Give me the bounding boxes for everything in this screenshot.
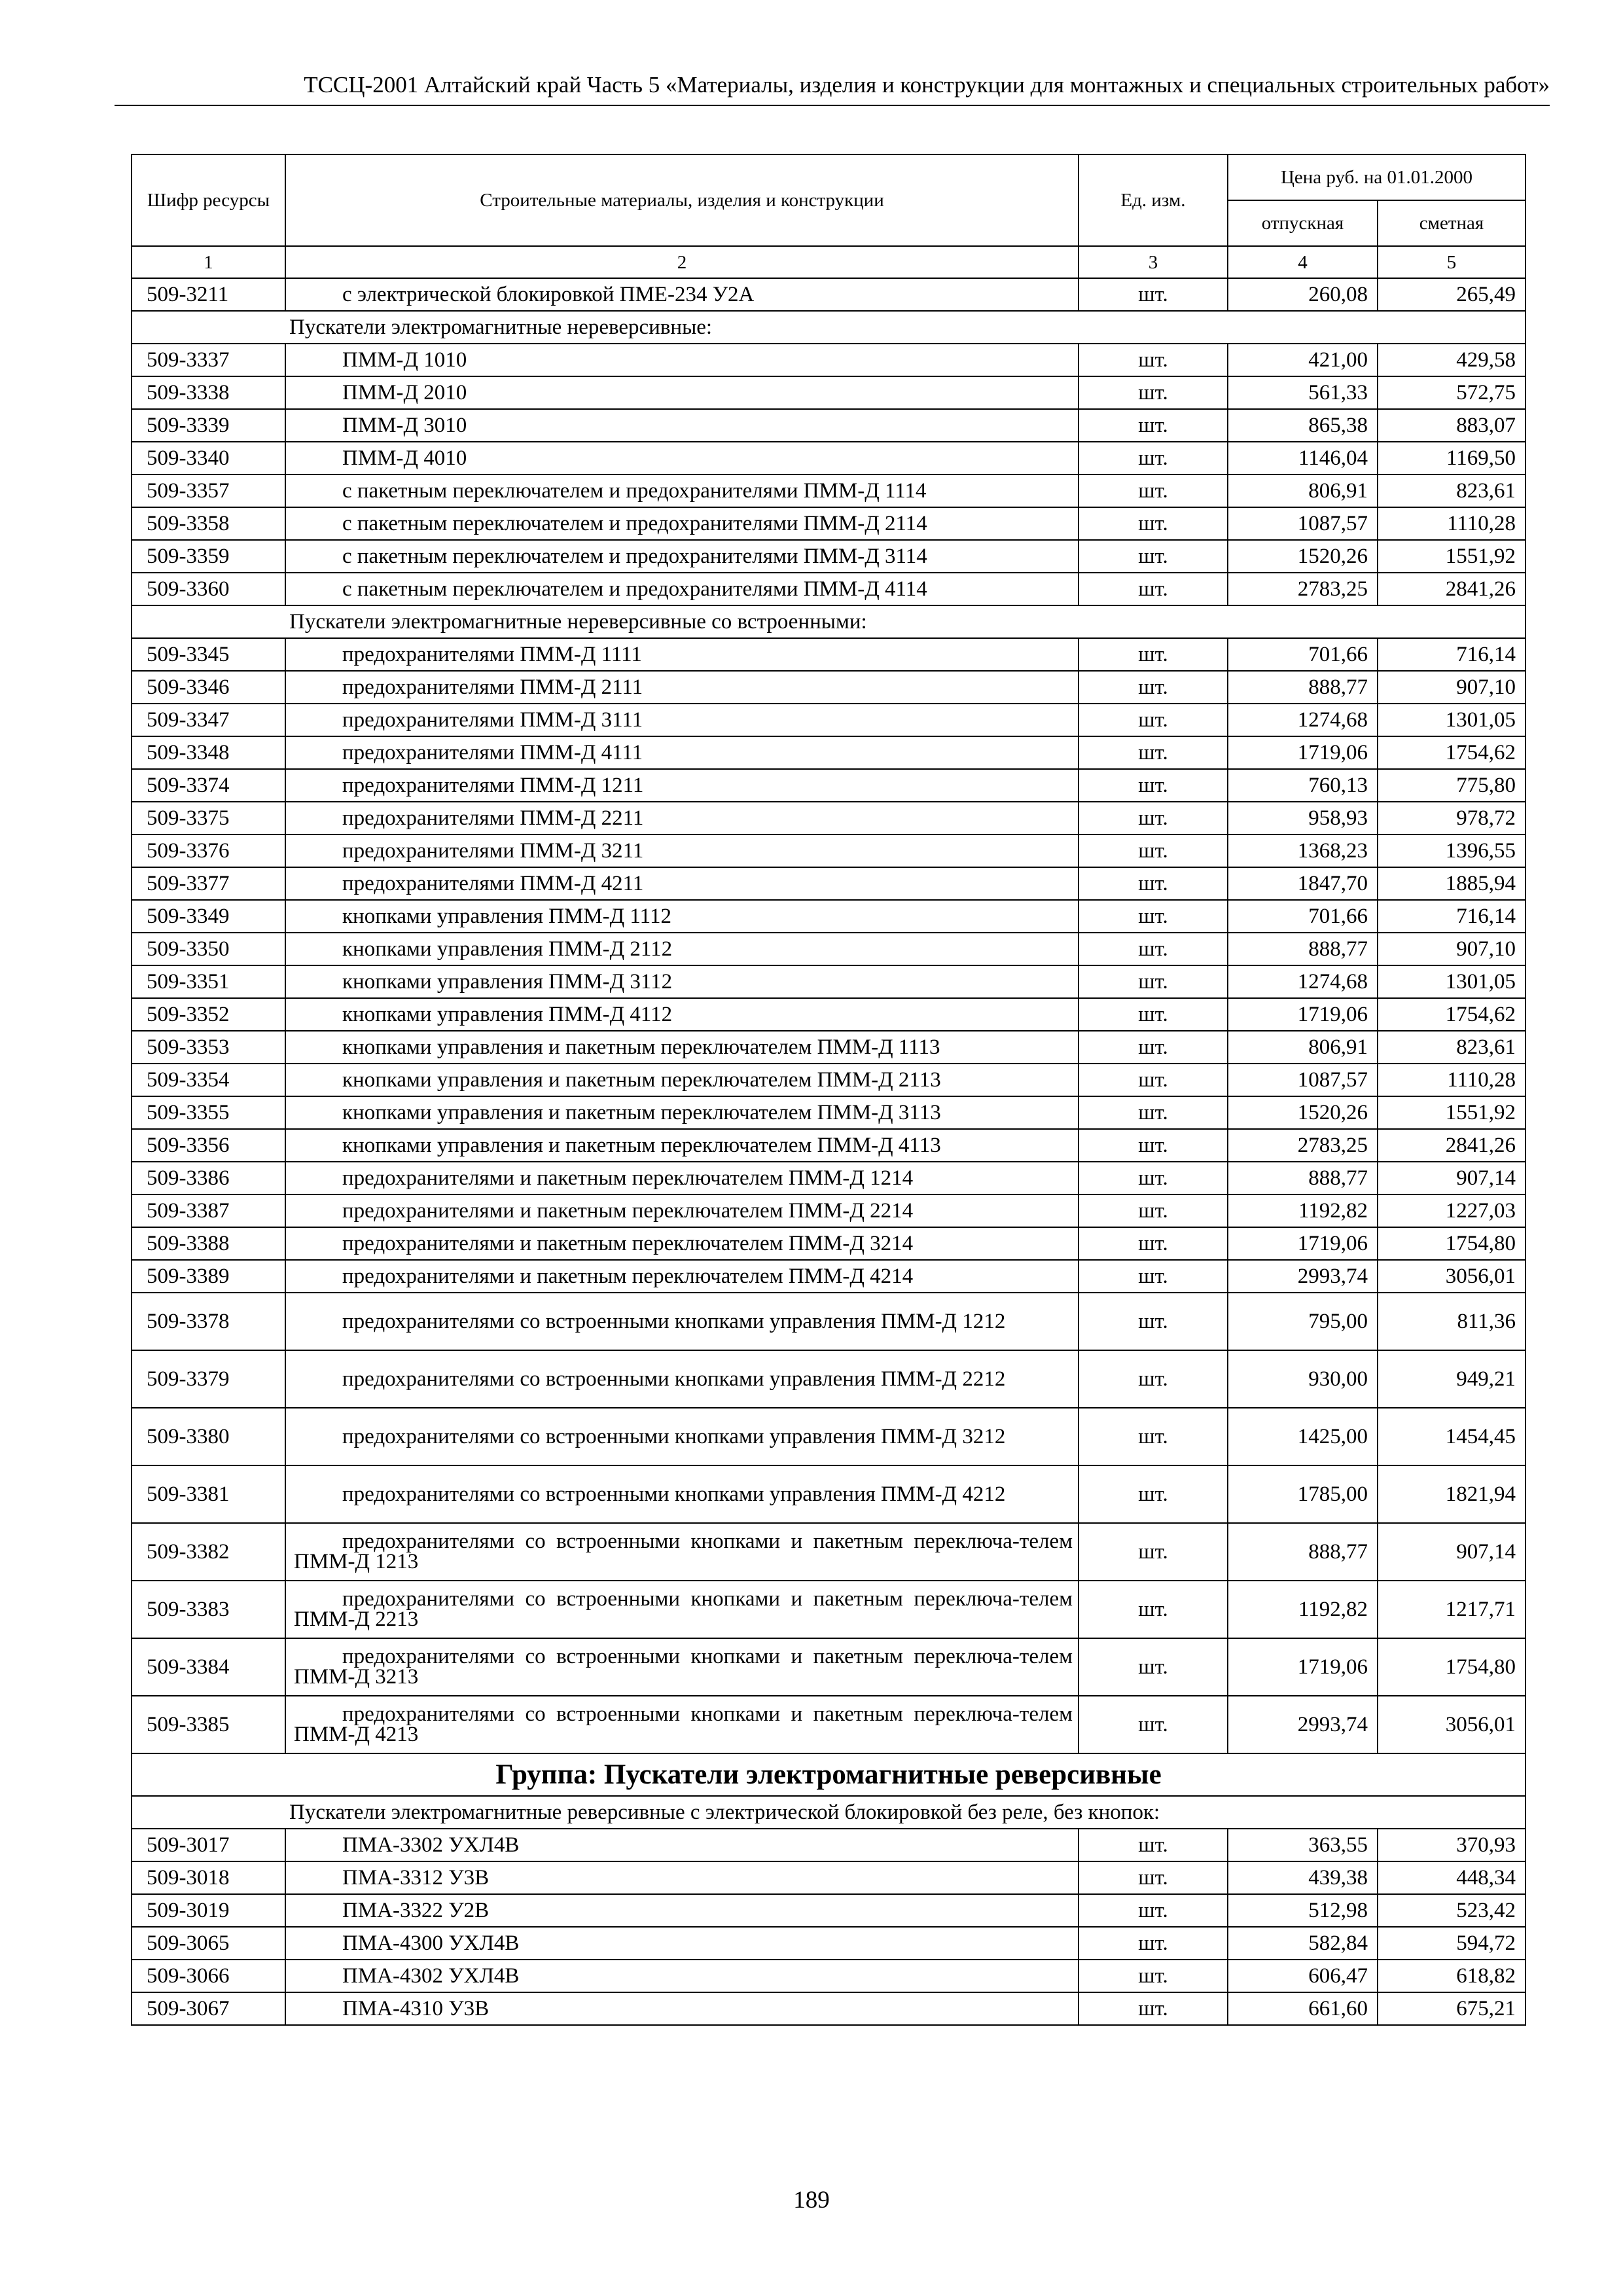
col-header-unit: Ед. изм. (1079, 154, 1228, 246)
estimate-price: 3056,01 (1378, 1696, 1525, 1753)
release-price: 512,98 (1228, 1894, 1378, 1927)
material-name: с пакетным переключателем и предохранителями ПММ-Д 4114 (285, 573, 1079, 605)
release-price: 888,77 (1228, 671, 1378, 704)
estimate-price: 1551,92 (1378, 540, 1525, 573)
running-header: ТССЦ-2001 Алтайский край Часть 5 «Материалы, изделия и конструкции для монтажных и специальных строительных работ» (304, 72, 1550, 98)
header-rule (115, 105, 1550, 106)
resource-code: 509-3374 (132, 769, 285, 802)
release-price: 606,47 (1228, 1960, 1378, 1992)
unit-of-measure: шт. (1079, 409, 1228, 442)
resource-code: 509-3379 (132, 1350, 285, 1408)
table-row (132, 933, 1525, 965)
unit-of-measure: шт. (1079, 802, 1228, 834)
estimate-price: 1754,80 (1378, 1227, 1525, 1260)
resource-code: 509-3350 (132, 933, 285, 965)
estimate-price: 978,72 (1378, 802, 1525, 834)
unit-of-measure: шт. (1079, 1064, 1228, 1096)
material-name: предохранителями ПММ-Д 3211 (285, 834, 1079, 867)
resource-code: 509-3376 (132, 834, 285, 867)
group-heading-row (132, 1753, 1525, 1796)
table-row (132, 1129, 1525, 1162)
unit-of-measure: шт. (1079, 1227, 1228, 1260)
material-name: ПММ-Д 1010 (285, 344, 1079, 376)
unit-of-measure: шт. (1079, 1031, 1228, 1064)
material-name: предохранителями со встроенными кнопками и пакетным переключа-телем ПММ-Д 1213 (285, 1523, 1079, 1581)
resource-code: 509-3382 (132, 1523, 285, 1581)
unit-of-measure: шт. (1079, 1927, 1228, 1960)
material-name: ПМА-4302 УХЛ4В (285, 1960, 1079, 1992)
estimate-price: 907,10 (1378, 933, 1525, 965)
estimate-price: 1110,28 (1378, 507, 1525, 540)
estimate-price: 2841,26 (1378, 1129, 1525, 1162)
col-number: 1 (132, 246, 285, 278)
subheading-row (132, 1796, 1525, 1829)
release-price: 1146,04 (1228, 442, 1378, 475)
unit-of-measure: шт. (1079, 540, 1228, 573)
release-price: 1520,26 (1228, 540, 1378, 573)
table-row (132, 1829, 1525, 1861)
estimate-price: 594,72 (1378, 1927, 1525, 1960)
material-name: предохранителями ПММ-Д 2211 (285, 802, 1079, 834)
table-row (132, 507, 1525, 540)
resource-code: 509-3388 (132, 1227, 285, 1260)
estimate-price: 448,34 (1378, 1861, 1525, 1894)
estimate-price: 1454,45 (1378, 1408, 1525, 1465)
release-price: 888,77 (1228, 933, 1378, 965)
release-price: 760,13 (1228, 769, 1378, 802)
release-price: 930,00 (1228, 1350, 1378, 1408)
release-price: 1719,06 (1228, 1227, 1378, 1260)
unit-of-measure: шт. (1079, 965, 1228, 998)
table-row (132, 540, 1525, 573)
release-price: 1274,68 (1228, 965, 1378, 998)
release-price: 888,77 (1228, 1162, 1378, 1194)
material-name: кнопками управления ПММ-Д 2112 (285, 933, 1079, 965)
release-price: 260,08 (1228, 278, 1378, 311)
unit-of-measure: шт. (1079, 867, 1228, 900)
table-row (132, 1260, 1525, 1293)
table-row (132, 1408, 1525, 1465)
resource-code: 509-3348 (132, 736, 285, 769)
release-price: 1087,57 (1228, 507, 1378, 540)
col-number: 3 (1079, 246, 1228, 278)
release-price: 2993,74 (1228, 1696, 1378, 1753)
table-row (132, 278, 1525, 311)
material-name: кнопками управления и пакетным переключателем ПММ-Д 1113 (285, 1031, 1079, 1064)
resource-code: 509-3339 (132, 409, 285, 442)
resource-code: 509-3066 (132, 1960, 285, 1992)
resource-code: 509-3347 (132, 704, 285, 736)
release-price: 1847,70 (1228, 867, 1378, 900)
table-row (132, 867, 1525, 900)
release-price: 2993,74 (1228, 1260, 1378, 1293)
release-price: 701,66 (1228, 900, 1378, 933)
resource-code: 509-3067 (132, 1992, 285, 2025)
estimate-price: 370,93 (1378, 1829, 1525, 1861)
release-price: 1192,82 (1228, 1581, 1378, 1638)
estimate-price: 1551,92 (1378, 1096, 1525, 1129)
release-price: 806,91 (1228, 475, 1378, 507)
release-price: 1087,57 (1228, 1064, 1378, 1096)
col-header-code: Шифр ресурсы (132, 154, 285, 246)
unit-of-measure: шт. (1079, 1861, 1228, 1894)
col-header-release-price: отпускная (1228, 200, 1378, 246)
material-name: предохранителями со встроенными кнопками управления ПММ-Д 1212 (285, 1293, 1079, 1350)
table-row (132, 409, 1525, 442)
unit-of-measure: шт. (1079, 1523, 1228, 1581)
material-name: ПМА-3322 У2В (285, 1894, 1079, 1927)
subheading-row (132, 311, 1525, 344)
table-row (132, 802, 1525, 834)
table-row (132, 1638, 1525, 1696)
estimate-price: 1754,62 (1378, 736, 1525, 769)
release-price: 958,93 (1228, 802, 1378, 834)
release-price: 1425,00 (1228, 1408, 1378, 1465)
resource-code: 509-3384 (132, 1638, 285, 1696)
release-price: 701,66 (1228, 638, 1378, 671)
table-row (132, 704, 1525, 736)
unit-of-measure: шт. (1079, 573, 1228, 605)
release-price: 1719,06 (1228, 998, 1378, 1031)
material-name: предохранителями со встроенными кнопками управления ПММ-Д 2212 (285, 1350, 1079, 1408)
resource-code: 509-3211 (132, 278, 285, 311)
table-row (132, 1696, 1525, 1753)
unit-of-measure: шт. (1079, 1696, 1228, 1753)
unit-of-measure: шт. (1079, 1162, 1228, 1194)
resource-code: 509-3346 (132, 671, 285, 704)
table-body (132, 278, 1525, 2025)
resource-code: 509-3356 (132, 1129, 285, 1162)
estimate-price: 1754,62 (1378, 998, 1525, 1031)
estimate-price: 572,75 (1378, 376, 1525, 409)
estimate-price: 716,14 (1378, 638, 1525, 671)
resource-code: 509-3360 (132, 573, 285, 605)
unit-of-measure: шт. (1079, 704, 1228, 736)
table-row (132, 344, 1525, 376)
resource-code: 509-3358 (132, 507, 285, 540)
resource-code: 509-3338 (132, 376, 285, 409)
unit-of-measure: шт. (1079, 933, 1228, 965)
unit-of-measure: шт. (1079, 1465, 1228, 1523)
resource-code: 509-3340 (132, 442, 285, 475)
table-row (132, 1894, 1525, 1927)
resource-code: 509-3375 (132, 802, 285, 834)
table-row (132, 998, 1525, 1031)
release-price: 1192,82 (1228, 1194, 1378, 1227)
estimate-price: 823,61 (1378, 1031, 1525, 1064)
col-number: 5 (1378, 246, 1525, 278)
release-price: 888,77 (1228, 1523, 1378, 1581)
col-number: 2 (285, 246, 1079, 278)
estimate-price: 675,21 (1378, 1992, 1525, 2025)
table-row (132, 573, 1525, 605)
unit-of-measure: шт. (1079, 769, 1228, 802)
estimate-price: 1169,50 (1378, 442, 1525, 475)
table-row (132, 1194, 1525, 1227)
release-price: 661,60 (1228, 1992, 1378, 2025)
material-name: кнопками управления и пакетным переключателем ПММ-Д 2113 (285, 1064, 1079, 1096)
estimate-price: 1110,28 (1378, 1064, 1525, 1096)
material-name: ПМА-3302 УХЛ4В (285, 1829, 1079, 1861)
unit-of-measure: шт. (1079, 834, 1228, 867)
resource-code: 509-3017 (132, 1829, 285, 1861)
material-name: предохранителями ПММ-Д 4211 (285, 867, 1079, 900)
resource-code: 509-3353 (132, 1031, 285, 1064)
resource-code: 509-3351 (132, 965, 285, 998)
subheading: Пускатели электромагнитные реверсивные с электрической блокировкой без реле, без кнопок: (132, 1796, 1525, 1829)
estimate-price: 907,14 (1378, 1523, 1525, 1581)
release-price: 1719,06 (1228, 736, 1378, 769)
unit-of-measure: шт. (1079, 376, 1228, 409)
table-row (132, 1064, 1525, 1096)
release-price: 1520,26 (1228, 1096, 1378, 1129)
resource-code: 509-3352 (132, 998, 285, 1031)
estimate-price: 907,10 (1378, 671, 1525, 704)
col-header-price-group: Цена руб. на 01.01.2000 (1228, 154, 1525, 200)
material-name: предохранителями ПММ-Д 3111 (285, 704, 1079, 736)
material-name: кнопками управления ПММ-Д 4112 (285, 998, 1079, 1031)
estimate-price: 949,21 (1378, 1350, 1525, 1408)
subheading: Пускатели электромагнитные нереверсивные со встроенными: (132, 605, 1525, 638)
material-name: предохранителями и пакетным переключателем ПММ-Д 2214 (285, 1194, 1079, 1227)
unit-of-measure: шт. (1079, 1096, 1228, 1129)
material-name: кнопками управления и пакетным переключателем ПММ-Д 4113 (285, 1129, 1079, 1162)
material-name: предохранителями ПММ-Д 1211 (285, 769, 1079, 802)
table-row (132, 671, 1525, 704)
subheading: Пускатели электромагнитные нереверсивные: (132, 311, 1525, 344)
table-row (132, 1162, 1525, 1194)
material-name: предохранителями и пакетным переключателем ПММ-Д 1214 (285, 1162, 1079, 1194)
table-row (132, 1581, 1525, 1638)
material-name: с пакетным переключателем и предохранителями ПММ-Д 3114 (285, 540, 1079, 573)
resource-code: 509-3380 (132, 1408, 285, 1465)
unit-of-measure: шт. (1079, 1293, 1228, 1350)
table-row (132, 834, 1525, 867)
estimate-price: 2841,26 (1378, 573, 1525, 605)
resource-code: 509-3359 (132, 540, 285, 573)
unit-of-measure: шт. (1079, 900, 1228, 933)
unit-of-measure: шт. (1079, 1829, 1228, 1861)
unit-of-measure: шт. (1079, 1894, 1228, 1927)
unit-of-measure: шт. (1079, 1992, 1228, 2025)
col-header-name: Строительные материалы, изделия и конструкции (285, 154, 1079, 246)
release-price: 1719,06 (1228, 1638, 1378, 1696)
unit-of-measure: шт. (1079, 442, 1228, 475)
unit-of-measure: шт. (1079, 638, 1228, 671)
material-name: предохранителями ПММ-Д 1111 (285, 638, 1079, 671)
material-name: с пакетным переключателем и предохранителями ПММ-Д 2114 (285, 507, 1079, 540)
group-heading: Группа: Пускатели электромагнитные реверсивные (132, 1753, 1525, 1796)
release-price: 582,84 (1228, 1927, 1378, 1960)
unit-of-measure: шт. (1079, 736, 1228, 769)
release-price: 561,33 (1228, 376, 1378, 409)
table-row (132, 900, 1525, 933)
resource-code: 509-3385 (132, 1696, 285, 1753)
material-name: предохранителями и пакетным переключателем ПММ-Д 4214 (285, 1260, 1079, 1293)
table-row (132, 769, 1525, 802)
estimate-price: 1217,71 (1378, 1581, 1525, 1638)
table-row (132, 1227, 1525, 1260)
estimate-price: 883,07 (1378, 409, 1525, 442)
price-table (131, 154, 1526, 2026)
release-price: 363,55 (1228, 1829, 1378, 1861)
resource-code: 509-3337 (132, 344, 285, 376)
resource-code: 509-3349 (132, 900, 285, 933)
release-price: 806,91 (1228, 1031, 1378, 1064)
material-name: ПМА-3312 У3В (285, 1861, 1079, 1894)
estimate-price: 429,58 (1378, 344, 1525, 376)
estimate-price: 823,61 (1378, 475, 1525, 507)
resource-code: 509-3354 (132, 1064, 285, 1096)
resource-code: 509-3018 (132, 1861, 285, 1894)
material-name: предохранителями со встроенными кнопками и пакетным переключа-телем ПММ-Д 4213 (285, 1696, 1079, 1753)
resource-code: 509-3377 (132, 867, 285, 900)
unit-of-measure: шт. (1079, 278, 1228, 311)
table-row (132, 1031, 1525, 1064)
estimate-price: 1821,94 (1378, 1465, 1525, 1523)
resource-code: 509-3065 (132, 1927, 285, 1960)
unit-of-measure: шт. (1079, 507, 1228, 540)
estimate-price: 811,36 (1378, 1293, 1525, 1350)
page-number: 189 (793, 2187, 830, 2214)
resource-code: 509-3357 (132, 475, 285, 507)
release-price: 439,38 (1228, 1861, 1378, 1894)
estimate-price: 618,82 (1378, 1960, 1525, 1992)
estimate-price: 1885,94 (1378, 867, 1525, 900)
unit-of-measure: шт. (1079, 1638, 1228, 1696)
resource-code: 509-3387 (132, 1194, 285, 1227)
table-row (132, 376, 1525, 409)
material-name: ПМА-4300 УХЛ4В (285, 1927, 1079, 1960)
table-row (132, 1960, 1525, 1992)
table-row (132, 965, 1525, 998)
table-row (132, 442, 1525, 475)
col-header-estimate-price: сметная (1378, 200, 1525, 246)
estimate-price: 907,14 (1378, 1162, 1525, 1194)
table-row (132, 1096, 1525, 1129)
material-name: кнопками управления ПММ-Д 1112 (285, 900, 1079, 933)
col-number: 4 (1228, 246, 1378, 278)
unit-of-measure: шт. (1079, 344, 1228, 376)
resource-code: 509-3386 (132, 1162, 285, 1194)
release-price: 421,00 (1228, 344, 1378, 376)
table-row (132, 475, 1525, 507)
material-name: предохранителями и пакетным переключателем ПММ-Д 3214 (285, 1227, 1079, 1260)
table-row (132, 1293, 1525, 1350)
unit-of-measure: шт. (1079, 1129, 1228, 1162)
estimate-price: 1754,80 (1378, 1638, 1525, 1696)
release-price: 1274,68 (1228, 704, 1378, 736)
table-row (132, 638, 1525, 671)
resource-code: 509-3381 (132, 1465, 285, 1523)
release-price: 1785,00 (1228, 1465, 1378, 1523)
release-price: 2783,25 (1228, 573, 1378, 605)
table-row (132, 736, 1525, 769)
resource-code: 509-3378 (132, 1293, 285, 1350)
material-name: ПММ-Д 2010 (285, 376, 1079, 409)
resource-code: 509-3019 (132, 1894, 285, 1927)
material-name: предохранителями со встроенными кнопками управления ПММ-Д 4212 (285, 1465, 1079, 1523)
material-name: кнопками управления и пакетным переключателем ПММ-Д 3113 (285, 1096, 1079, 1129)
resource-code: 509-3345 (132, 638, 285, 671)
release-price: 865,38 (1228, 409, 1378, 442)
unit-of-measure: шт. (1079, 1408, 1228, 1465)
estimate-price: 265,49 (1378, 278, 1525, 311)
estimate-price: 3056,01 (1378, 1260, 1525, 1293)
release-price: 2783,25 (1228, 1129, 1378, 1162)
material-name: предохранителями ПММ-Д 2111 (285, 671, 1079, 704)
estimate-price: 1227,03 (1378, 1194, 1525, 1227)
table-row (132, 1861, 1525, 1894)
material-name: предохранителями ПММ-Д 4111 (285, 736, 1079, 769)
unit-of-measure: шт. (1079, 1194, 1228, 1227)
estimate-price: 523,42 (1378, 1894, 1525, 1927)
resource-code: 509-3383 (132, 1581, 285, 1638)
material-name: предохранителями со встроенными кнопками и пакетным переключа-телем ПММ-Д 3213 (285, 1638, 1079, 1696)
unit-of-measure: шт. (1079, 1581, 1228, 1638)
release-price: 795,00 (1228, 1293, 1378, 1350)
unit-of-measure: шт. (1079, 998, 1228, 1031)
release-price: 1368,23 (1228, 834, 1378, 867)
estimate-price: 1396,55 (1378, 834, 1525, 867)
material-name: ПМА-4310 У3В (285, 1992, 1079, 2025)
table-row (132, 1927, 1525, 1960)
table-row (132, 1523, 1525, 1581)
unit-of-measure: шт. (1079, 1350, 1228, 1408)
resource-code: 509-3389 (132, 1260, 285, 1293)
unit-of-measure: шт. (1079, 475, 1228, 507)
estimate-price: 1301,05 (1378, 704, 1525, 736)
material-name: с электрической блокировкой ПМЕ-234 У2А (285, 278, 1079, 311)
material-name: ПММ-Д 4010 (285, 442, 1079, 475)
material-name: с пакетным переключателем и предохранителями ПММ-Д 1114 (285, 475, 1079, 507)
estimate-price: 1301,05 (1378, 965, 1525, 998)
table-row (132, 1992, 1525, 2025)
estimate-price: 775,80 (1378, 769, 1525, 802)
unit-of-measure: шт. (1079, 671, 1228, 704)
material-name: предохранителями со встроенными кнопками и пакетным переключа-телем ПММ-Д 2213 (285, 1581, 1079, 1638)
unit-of-measure: шт. (1079, 1960, 1228, 1992)
subheading-row (132, 605, 1525, 638)
estimate-price: 716,14 (1378, 900, 1525, 933)
table-row (132, 1350, 1525, 1408)
material-name: ПММ-Д 3010 (285, 409, 1079, 442)
resource-code: 509-3355 (132, 1096, 285, 1129)
material-name: предохранителями со встроенными кнопками управления ПММ-Д 3212 (285, 1408, 1079, 1465)
unit-of-measure: шт. (1079, 1260, 1228, 1293)
material-name: кнопками управления ПММ-Д 3112 (285, 965, 1079, 998)
table-row (132, 1465, 1525, 1523)
